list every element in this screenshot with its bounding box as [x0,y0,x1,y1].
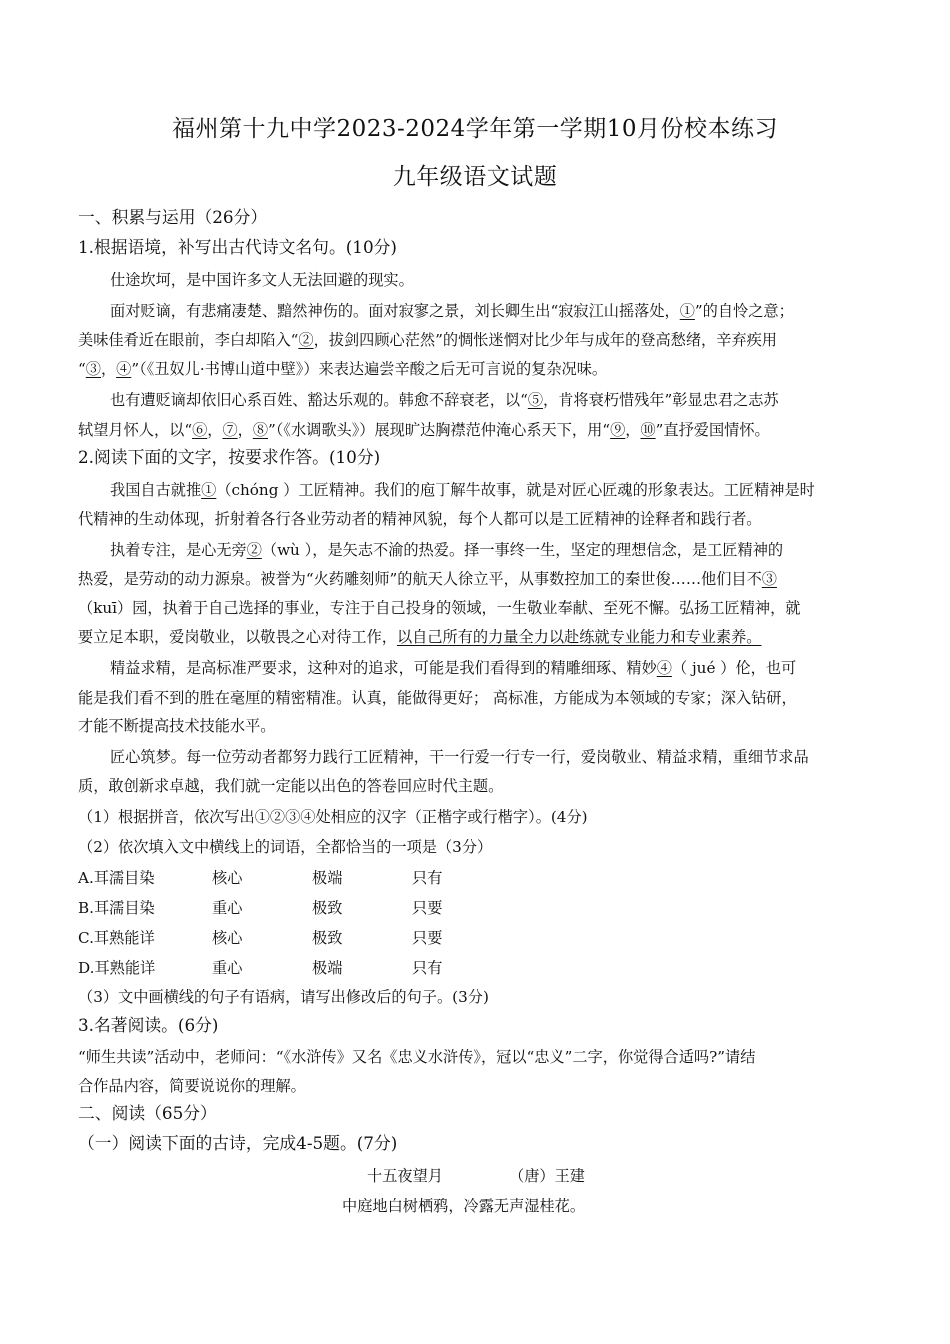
poem-line-1: 中庭地白树栖鸦，冷露无声湿桂花。 [342,1197,585,1215]
blank-4: ④ [116,360,132,378]
blank-1: ① [679,302,695,320]
q3-line-2: 合作品内容，简要说说你的理解。 [78,1077,306,1095]
q1-paragraph-2-line-2: 美味佳肴近在眼前，李白却陷入“②，拔剑四顾心茫然”的惆怅迷惘对比少年与成年的登高愁绪，辛弃疾用 [78,331,777,349]
blank-8: ⑧ [252,421,269,439]
blank-7: ⑦ [222,421,238,439]
poem-author: （唐）王建 [509,1167,585,1185]
option-c-label: C.耳熟能详 [78,929,155,947]
q2-line-8: 能是我们看不到的胜在毫厘的精密精准。认真，能做得更好； 高标准，方能成为本领域的专家；深入钻研， [78,689,797,707]
option-b-label: B.耳濡目染 [78,899,155,917]
option-b-word-1: 重心 [212,899,243,917]
option-c-word-1: 核心 [212,929,243,947]
exam-subtitle: 九年级语文试题 [392,164,558,190]
pinyin-blank-3: ③ [761,570,777,588]
q1-paragraph-2-line-1: 面对贬谪，有悲痛凄楚、黯然神伤的。面对寂寥之景，刘长卿生出“寂寂江山摇落处，①”的自怜之意； [110,302,794,320]
q2-subquestion-3: （3）文中画横线的句子有语病，请写出修改后的句子。(3分) [78,988,489,1006]
q1-paragraph-3-line-1: 也有遭贬谪却依旧心系百姓、豁达乐观的。韩愈不辞衰老，以“⑤，肯将衰朽惜残年”彰显忠君之志苏 [110,391,779,409]
option-d-word-2: 极端 [312,959,343,977]
option-b-word-3: 只要 [412,899,443,917]
q1-paragraph-3-line-2: 轼望月怀人，以“⑥，⑦，⑧”（《水调歌头》）展现旷达胸襟范仲淹心系天下，用“⑨，⑩”直抒爱国情怀。 [78,421,770,439]
q2-line-7: 精益求精，是高标准严要求，这种对的追求，可能是我们看得到的精雕细琢、精妙④（ jué ）伦，也可 [110,659,797,677]
q2-line-2: 代精神的生动体现，折射着各行各业劳动者的精神风貌，每个人都可以是工匠精神的诠释者和践行者。 [78,510,762,528]
blank-6: ⑥ [192,421,208,439]
q2-title: 2.阅读下面的文字，按要求作答。(10分) [78,447,381,467]
q1-paragraph-1: 仕途坎坷，是中国许多文人无法回避的现实。 [110,271,414,289]
q2-line-1: 我国自古就推①（chóng ）工匠精神。我们的庖丁解牛故事，就是对匠心匠魂的形象表达。工匠精神是时 [110,481,815,499]
q2-subquestion-1: （1）根据拼音，依次写出①②③④处相应的汉字（正楷字或行楷字）。(4分) [78,808,588,826]
part1-heading: 一、积累与运用（26分） [78,207,268,227]
exam-title: 福州第十九中学2023-2024学年第一学期10月份校本练习 [171,116,779,142]
q3-title: 3.名著阅读。(6分) [78,1015,219,1035]
faulty-sentence: 以自己所有的力量全力以赴练就专业能力和专业素养。 [396,628,762,646]
q1-title: 1.根据语境，补写出古代诗文名句。(10分) [78,237,397,257]
blank-9: ⑨ [610,421,626,439]
blank-3: ③ [85,360,101,378]
option-d-word-1: 重心 [212,959,243,977]
q2-line-4: 热爱，是劳动的动力源泉。被誉为“火药雕刻师”的航天人徐立平，从事数控加工的秦世俊……他们目不③ [78,570,777,588]
option-d-label: D.耳熟能详 [78,959,156,977]
blank-2: ② [298,331,314,349]
option-a-word-3: 只有 [412,869,443,887]
q2-line-10: 匠心筑梦。每一位劳动者都努力践行工匠精神，干一行爱一行专一行，爱岗敬业、精益求精，重细节求品 [110,748,809,766]
pinyin-blank-1: ① [201,481,217,499]
option-d-word-3: 只有 [412,959,443,977]
option-a-label: A.耳濡目染 [78,869,155,887]
part2-heading: 二、阅读（65分） [78,1103,217,1123]
option-a-word-1: 核心 [212,869,243,887]
option-b-word-2: 极致 [312,899,343,917]
q2-subquestion-2: （2）依次填入文中横线上的词语，全都恰当的一项是（3分） [78,838,493,856]
q2-line-5: （kuī）园，执着于自己选择的事业，专注于自己投身的领域，一生敬业奉献、至死不懈。弘扬工匠精神，就 [78,599,801,617]
option-c-word-3: 只要 [412,929,443,947]
pinyin-blank-4: ④ [656,659,672,677]
q2-line-9: 才能不断提高技术技能水平。 [78,717,276,735]
part2-section-1: （一）阅读下面的古诗，完成4-5题。(7分) [78,1133,398,1153]
option-c-word-2: 极致 [312,929,343,947]
option-a-word-2: 极端 [312,869,343,887]
blank-5: ⑤ [527,391,544,409]
poem-title: 十五夜望月 [367,1167,443,1185]
q1-paragraph-2-line-3: “③，④”（《丑奴儿·书博山道中壁》）来表达遍尝辛酸之后无可言说的复杂况味。 [78,360,608,378]
q2-line-11: 质，敢创新求卓越，我们就一定能以出色的答卷回应时代主题。 [78,777,504,795]
q2-line-6: 要立足本职，爱岗敬业，以敬畏之心对待工作，以自己所有的力量全力以赴练就专业能力和专业素养。 [78,628,762,646]
pinyin-blank-2: ② [246,541,262,559]
q3-line-1: “师生共读”活动中，老师问：“《水浒传》又名《忠义水浒传》，冠以“忠义”二字，你觉得合适吗?”请结 [78,1048,756,1066]
q2-line-3: 执着专注，是心无旁②（wù ），是矢志不渝的热爱。择一事终一生，坚定的理想信念，是工匠精神的 [110,541,784,559]
blank-10: ⑩ [640,421,656,439]
